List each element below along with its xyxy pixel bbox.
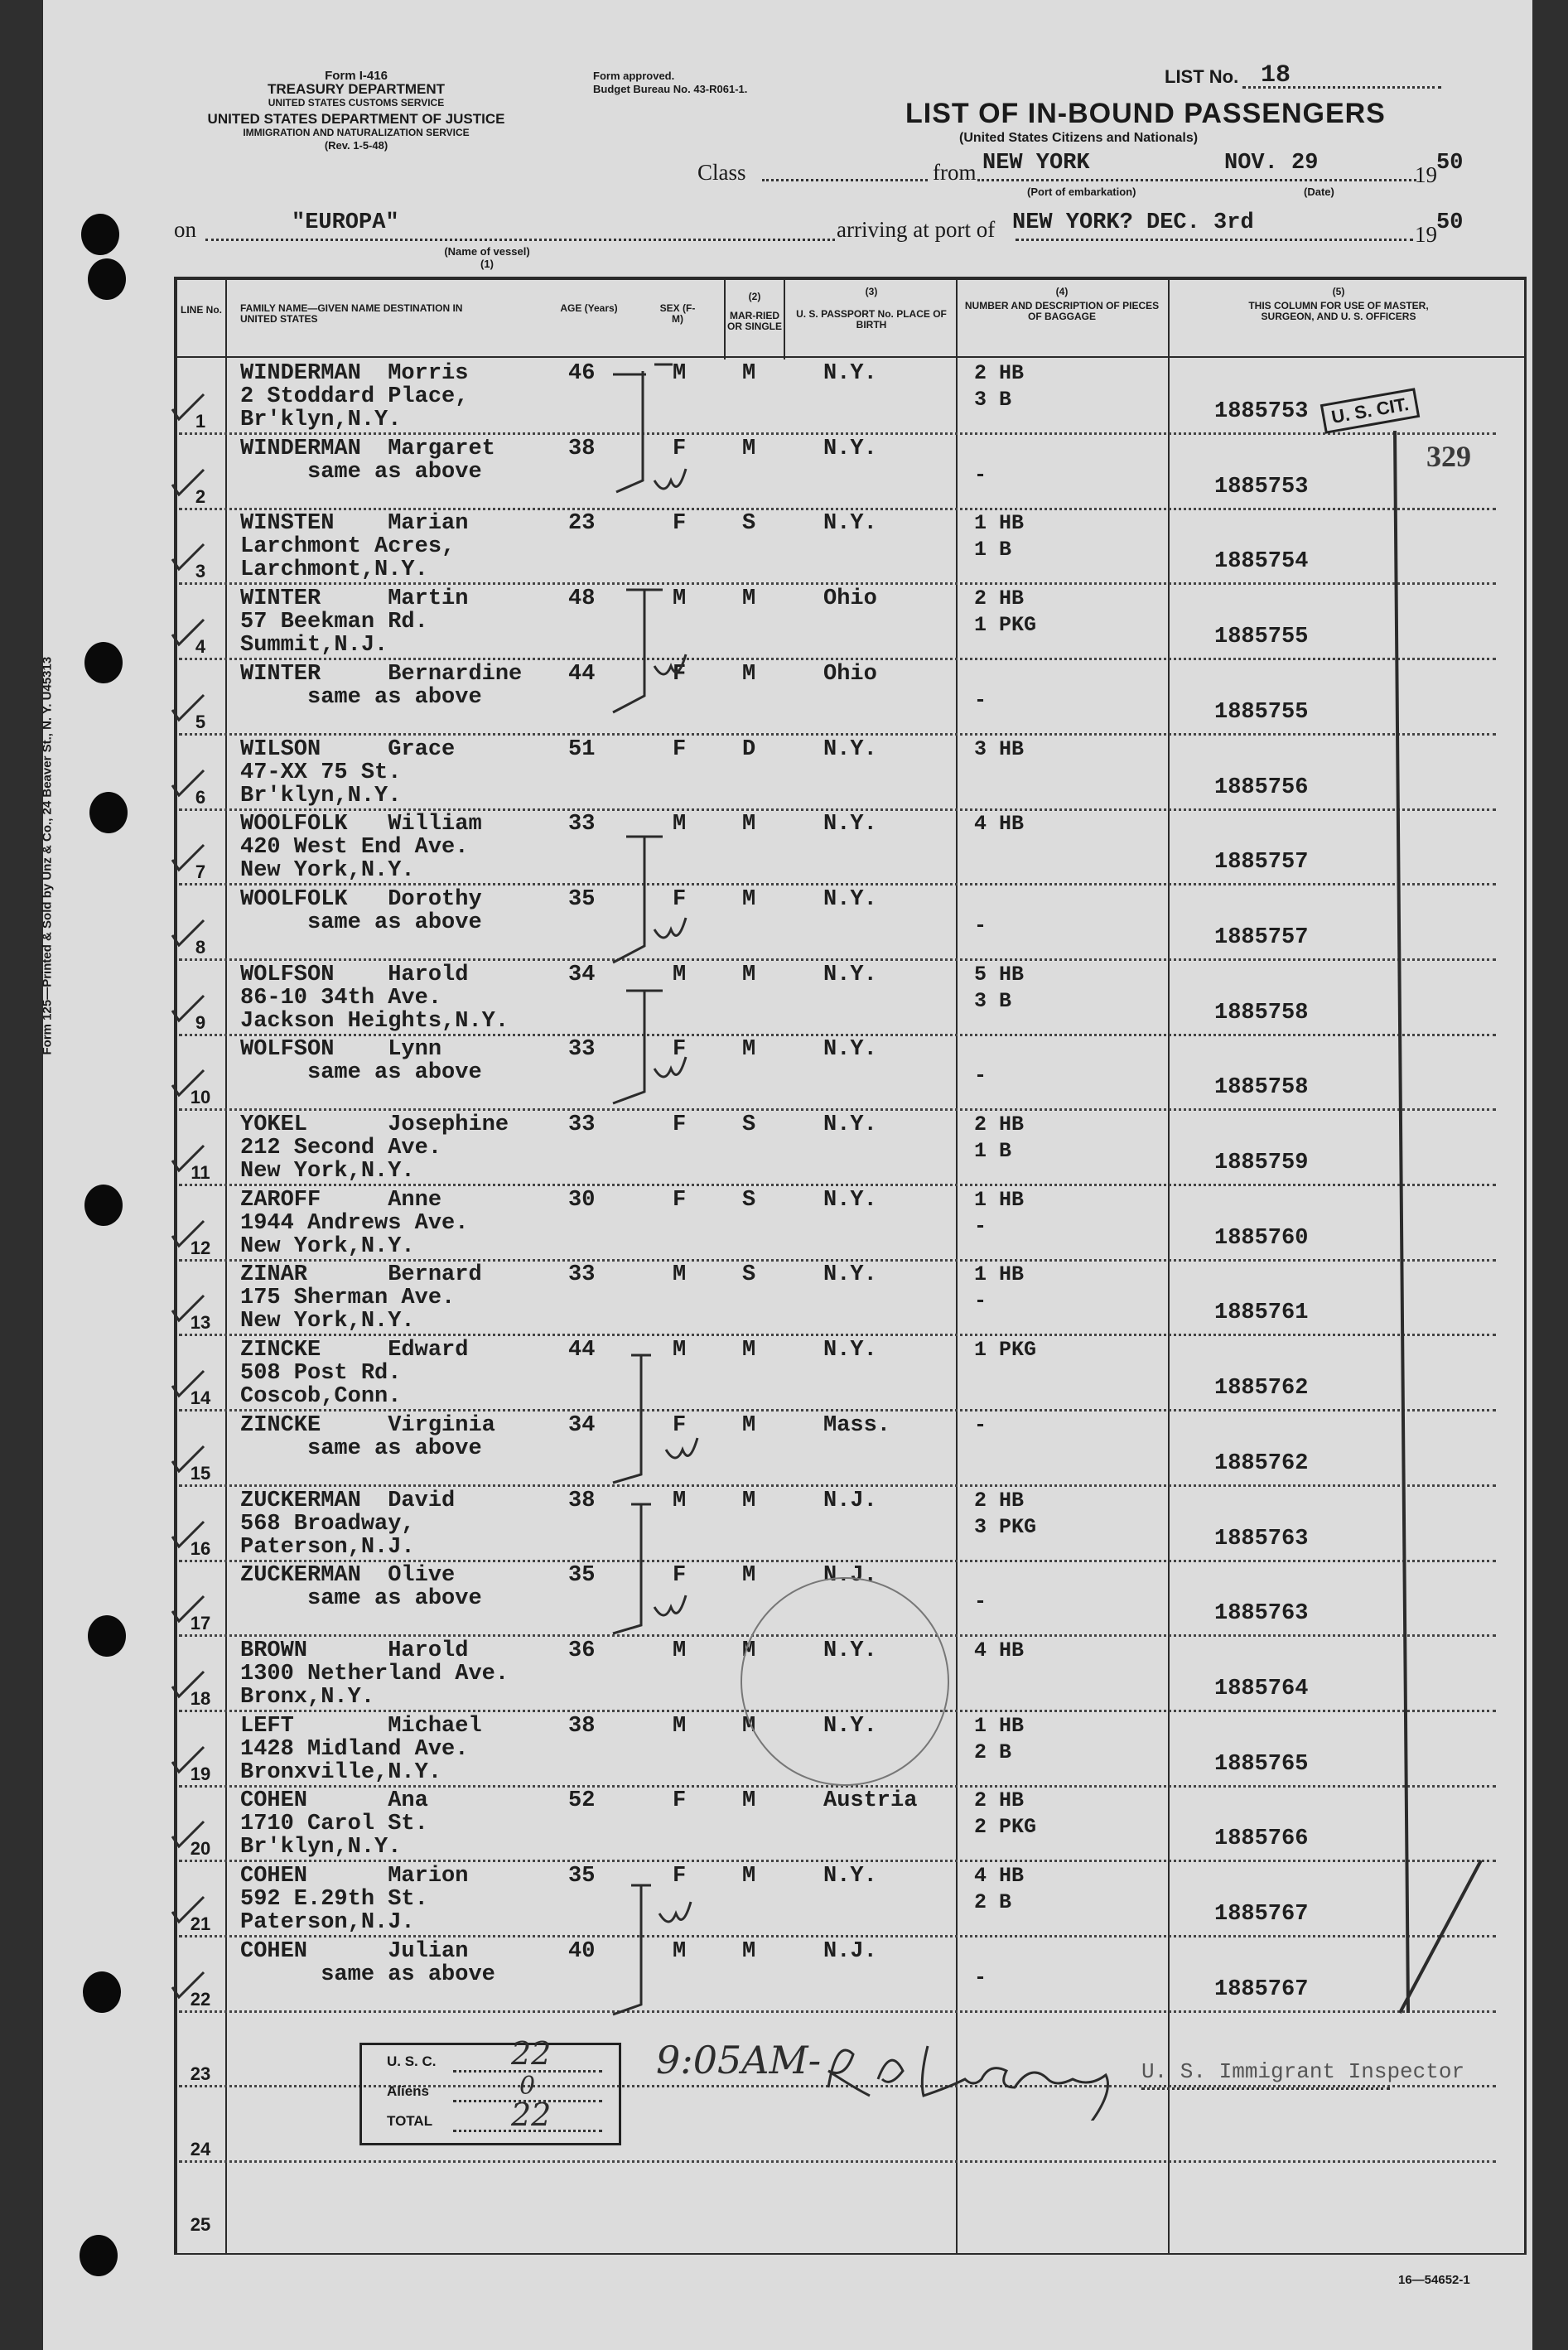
baggage-col-num: (4) xyxy=(1055,286,1069,297)
address-line: same as above xyxy=(240,684,482,710)
baggage-line-1: 3 HB xyxy=(974,736,1025,761)
footer-form-code: 16—54652-1 xyxy=(1398,2273,1470,2287)
sex-value: F xyxy=(673,1187,687,1213)
line-number: 12 xyxy=(190,1237,211,1258)
age-value: 52 xyxy=(568,1788,596,1814)
baggage-line-2: 1 B xyxy=(974,1139,1012,1163)
address-line: Larchmont Acres, xyxy=(240,534,456,560)
sex-value: M xyxy=(673,1338,687,1363)
officer-number: 1885758 xyxy=(1214,1075,1309,1101)
sex-value: M xyxy=(673,962,687,987)
baggage-line-2: 3 PKG xyxy=(974,1514,1037,1539)
sex-value: F xyxy=(673,1037,687,1063)
passenger-name: WINSTEN Marian xyxy=(240,511,469,537)
officer-number: 1885754 xyxy=(1214,549,1309,575)
line-number: 13 xyxy=(190,1312,211,1334)
city-line: Br'klyn,N.Y. xyxy=(240,408,402,432)
line-number: 15 xyxy=(190,1462,211,1484)
address-line: 568 Broadway, xyxy=(240,1511,415,1537)
place-of-birth: N.Y. xyxy=(823,1262,877,1288)
officer-number: 1885766 xyxy=(1214,1826,1309,1852)
form-approved: Form approved. xyxy=(593,70,675,82)
sex-value: F xyxy=(673,661,687,687)
address-line: same as above xyxy=(240,910,482,935)
line-number: 5 xyxy=(195,711,206,732)
line-number: 8 xyxy=(195,936,206,958)
total-value: 22 xyxy=(511,2097,552,2133)
age-value: 34 xyxy=(568,962,596,987)
officer-number: 1885759 xyxy=(1214,1151,1309,1175)
place-of-birth: N.J. xyxy=(823,1938,877,1964)
officer-number: 1885763 xyxy=(1214,1601,1309,1627)
age-value: 33 xyxy=(568,1112,596,1137)
sex-value: F xyxy=(673,1563,687,1589)
marital-status: M xyxy=(742,1638,756,1663)
officer-number: 1885767 xyxy=(1214,1902,1309,1927)
page-subtitle: (United States Citizens and Nationals) xyxy=(959,131,1199,145)
baggage-line-1: 1 HB xyxy=(974,1262,1025,1287)
line-number: 10 xyxy=(190,1087,211,1108)
baggage-line-2: - xyxy=(974,1064,987,1088)
baggage-line-2: - xyxy=(974,913,987,938)
line-number: 22 xyxy=(190,1988,211,2010)
officers-col-num: (5) xyxy=(1332,286,1345,297)
officer-number: 1885755 xyxy=(1214,625,1309,650)
sex-value: M xyxy=(673,1713,687,1739)
marital-status: M xyxy=(742,1938,756,1964)
city-line: Br'klyn,N.Y. xyxy=(240,783,402,808)
arrival-time-handwritten: 9:05AM- xyxy=(656,2038,822,2082)
baggage-line-2: 2 B xyxy=(974,1740,1012,1764)
age-value: 33 xyxy=(568,812,596,837)
line-number: 23 xyxy=(190,2063,211,2085)
place-of-birth: N.Y. xyxy=(823,812,877,837)
baggage-line-1: 2 HB xyxy=(974,1112,1025,1136)
sex-value: F xyxy=(673,1864,687,1889)
stamp-number-329: 329 xyxy=(1426,440,1471,473)
address-line: same as above xyxy=(240,1436,482,1461)
age-value: 33 xyxy=(568,1037,596,1063)
passport-col-num: (3) xyxy=(865,286,878,297)
marital-status: M xyxy=(742,661,756,687)
marital-status: M xyxy=(742,1037,756,1063)
address-line: same as above xyxy=(240,459,482,485)
baggage-line-2: 2 PKG xyxy=(974,1815,1037,1840)
colhead-name: FAMILY NAME—GIVEN NAME DESTINATION IN UNITED STATES xyxy=(240,302,463,325)
aliens-value: 0 xyxy=(519,2072,536,2101)
marital-status: M xyxy=(742,1488,756,1513)
from-label: from xyxy=(933,160,977,185)
sex-value: F xyxy=(673,1112,687,1137)
baggage-col-label: NUMBER AND DESCRIPTION OF PIECES OF BAGGAGE xyxy=(964,300,1160,322)
place-of-birth: N.Y. xyxy=(823,511,877,537)
colhead-age: AGE (Years) xyxy=(560,302,618,314)
place-of-birth: N.Y. xyxy=(823,1187,877,1213)
place-of-birth: Mass. xyxy=(823,1412,891,1438)
age-value: 30 xyxy=(568,1187,596,1213)
address-line: 212 Second Ave. xyxy=(240,1136,442,1161)
vessel-column-num: (1) xyxy=(480,258,494,270)
baggage-line-1: 2 HB xyxy=(974,1788,1025,1813)
marital-status: M xyxy=(742,1563,756,1589)
officer-number: 1885767 xyxy=(1214,1976,1309,2002)
place-of-birth: N.Y. xyxy=(823,1037,877,1063)
age-value: 51 xyxy=(568,736,596,762)
class-label: Class xyxy=(697,160,746,185)
passenger-name: ZINAR Bernard xyxy=(240,1262,482,1288)
line-number: 2 xyxy=(195,485,206,507)
page-title: LIST OF IN-BOUND PASSENGERS xyxy=(905,98,1386,129)
address-line: 508 Post Rd. xyxy=(240,1361,402,1387)
city-line: Br'klyn,N.Y. xyxy=(240,1835,402,1860)
officer-number: 1885765 xyxy=(1214,1751,1309,1777)
line-number: 16 xyxy=(190,1537,211,1559)
justice-dept: UNITED STATES DEPARTMENT OF JUSTICE xyxy=(207,111,505,127)
baggage-line-1: 2 HB xyxy=(974,361,1025,385)
married-col-label: MAR-RIED OR SINGLE xyxy=(727,310,783,332)
line-number: 20 xyxy=(190,1838,211,1860)
marital-status: M xyxy=(742,1713,756,1739)
marital-status: S xyxy=(742,1112,756,1137)
place-of-birth: Ohio xyxy=(823,586,877,612)
age-value: 46 xyxy=(568,361,596,386)
baggage-line-1: 2 HB xyxy=(974,586,1025,611)
date-caption: (Date) xyxy=(1304,186,1334,198)
sex-value: F xyxy=(673,886,687,912)
sex-value: F xyxy=(673,436,687,461)
sex-value: M xyxy=(673,1638,687,1663)
line-number: 3 xyxy=(195,561,206,582)
baggage-line-2: - xyxy=(974,1590,987,1614)
arrival-port-date: NEW YORK? DEC. 3rd xyxy=(1012,210,1254,235)
passenger-name: WOOLFOLK Dorothy xyxy=(240,886,482,912)
list-no-label: LIST No. xyxy=(1165,66,1239,87)
address-line: same as above xyxy=(240,1586,482,1612)
age-value: 38 xyxy=(568,1713,596,1739)
city-line: New York,N.Y. xyxy=(240,1309,415,1334)
line-number: 14 xyxy=(190,1387,211,1409)
sex-value: M xyxy=(673,586,687,612)
passenger-name: WOLFSON Lynn xyxy=(240,1037,442,1063)
sex-value: M xyxy=(673,361,687,386)
baggage-line-2: 3 B xyxy=(974,388,1012,412)
baggage-line-2: 1 PKG xyxy=(974,613,1037,638)
city-line: Coscob,Conn. xyxy=(240,1384,402,1410)
address-line: 2 Stoddard Place, xyxy=(240,384,469,409)
colhead-sex: SEX (F-M) xyxy=(659,302,696,325)
marital-status: M xyxy=(742,812,756,837)
age-value: 40 xyxy=(568,1938,596,1964)
place-of-birth: N.J. xyxy=(823,1563,877,1589)
departure-date: NOV. 29 xyxy=(1224,151,1319,176)
officer-number: 1885764 xyxy=(1214,1676,1309,1701)
officer-number: 1885758 xyxy=(1214,1000,1309,1025)
address-line: 1300 Netherland Ave. xyxy=(240,1661,509,1686)
revision-date: (Rev. 1-5-48) xyxy=(324,139,388,152)
baggage-line-1: 1 HB xyxy=(974,511,1025,536)
vessel-name: "EUROPA" xyxy=(292,210,399,235)
baggage-line-1: 2 HB xyxy=(974,1488,1025,1513)
usc-value: 22 xyxy=(511,2035,552,2072)
arrival-year-suffix: 50 xyxy=(1436,210,1464,235)
married-col-num: (2) xyxy=(748,291,761,302)
place-of-birth: N.Y. xyxy=(823,1638,877,1663)
city-line: Bronx,N.Y. xyxy=(240,1684,375,1710)
marital-status: M xyxy=(742,886,756,912)
line-number: 18 xyxy=(190,1687,211,1709)
address-line: 57 Beekman Rd. xyxy=(240,610,428,635)
age-value: 38 xyxy=(568,1488,596,1513)
sex-value: M xyxy=(673,1938,687,1964)
passenger-name: WILSON Grace xyxy=(240,736,456,762)
baggage-line-1: 5 HB xyxy=(974,962,1025,987)
inspector-label: U. S. Immigrant Inspector xyxy=(1141,2059,1465,2084)
arriving-label: arriving at port of xyxy=(837,217,996,242)
address-line: 47-XX 75 St. xyxy=(240,760,402,785)
inspector-signature xyxy=(820,2029,1151,2121)
city-line: Jackson Heights,N.Y. xyxy=(240,1008,509,1034)
place-of-birth: N.Y. xyxy=(823,436,877,461)
city-line: Larchmont,N.Y. xyxy=(240,557,428,583)
colhead-line-no: LINE No. xyxy=(181,304,222,316)
line-number: 17 xyxy=(190,1613,211,1634)
place-of-birth: N.Y. xyxy=(823,1338,877,1363)
us-citizen-stamp: U. S. CIT. xyxy=(1320,388,1421,434)
place-of-birth: N.Y. xyxy=(823,1713,877,1739)
marital-status: M xyxy=(742,1412,756,1438)
line-number: 21 xyxy=(190,1913,211,1934)
address-line: 1710 Carol St. xyxy=(240,1812,428,1837)
year-suffix: 50 xyxy=(1436,151,1464,176)
passenger-name: ZINCKE Edward xyxy=(240,1338,469,1363)
place-of-birth: Austria xyxy=(823,1788,918,1814)
baggage-line-1: 4 HB xyxy=(974,812,1025,837)
marital-status: S xyxy=(742,1262,756,1288)
marital-status: M xyxy=(742,1864,756,1889)
city-line: New York,N.Y. xyxy=(240,1159,415,1184)
age-value: 36 xyxy=(568,1638,596,1663)
city-line: Paterson,N.J. xyxy=(240,1910,415,1935)
age-value: 35 xyxy=(568,1864,596,1889)
total-label: TOTAL xyxy=(387,2113,433,2129)
marital-status: M xyxy=(742,361,756,386)
age-value: 35 xyxy=(568,886,596,912)
baggage-line-2: - xyxy=(974,1289,987,1314)
line-number: 11 xyxy=(191,1162,210,1183)
line-number: 24 xyxy=(190,2139,211,2160)
age-value: 34 xyxy=(568,1412,596,1438)
city-line: Paterson,N.J. xyxy=(240,1534,415,1560)
officer-number: 1885757 xyxy=(1214,850,1309,876)
officer-number: 1885757 xyxy=(1214,924,1309,950)
marital-status: S xyxy=(742,511,756,537)
customs-service: UNITED STATES CUSTOMS SERVICE xyxy=(268,97,445,109)
city-line: New York,N.Y. xyxy=(240,1233,415,1259)
marital-status: S xyxy=(742,1187,756,1213)
marital-status: M xyxy=(742,436,756,461)
city-line: Summit,N.J. xyxy=(240,633,388,659)
line-number: 4 xyxy=(195,636,206,658)
passenger-name: WINTER Martin xyxy=(240,586,469,612)
officer-number: 1885756 xyxy=(1214,774,1309,800)
marital-status: D xyxy=(742,736,756,762)
year-prefix: 19 xyxy=(1415,162,1437,187)
line-number: 9 xyxy=(195,1011,206,1033)
passport-col-label: U. S. PASSPORT No. PLACE OF BIRTH xyxy=(796,308,947,331)
officer-number: 1885753 xyxy=(1214,399,1309,424)
place-of-birth: N.Y. xyxy=(823,886,877,912)
address-line: 1944 Andrews Ave. xyxy=(240,1210,469,1236)
officer-number: 1885761 xyxy=(1214,1300,1309,1326)
baggage-line-2: - xyxy=(974,1214,987,1238)
baggage-line-1: 4 HB xyxy=(974,1864,1025,1888)
age-value: 23 xyxy=(568,511,596,537)
passenger-name: COHEN Marion xyxy=(240,1864,469,1889)
budget-bureau: Budget Bureau No. 43-R061-1. xyxy=(593,83,748,95)
address-line: 86-10 34th Ave. xyxy=(240,985,442,1011)
aliens-label: Aliens xyxy=(387,2083,430,2099)
address-line: 420 West End Ave. xyxy=(240,835,469,861)
officer-number: 1885762 xyxy=(1214,1376,1309,1402)
totals-box xyxy=(359,2035,621,2145)
passenger-name: ZAROFF Anne xyxy=(240,1187,442,1213)
passenger-name: ZUCKERMAN David xyxy=(240,1488,456,1513)
line-number: 7 xyxy=(195,861,206,883)
baggage-line-1: 1 PKG xyxy=(974,1338,1037,1363)
place-of-birth: N.Y. xyxy=(823,736,877,762)
line-number: 25 xyxy=(190,2213,211,2235)
baggage-line-2: 2 B xyxy=(974,1890,1012,1914)
age-value: 33 xyxy=(568,1262,596,1288)
sex-value: F xyxy=(673,1788,687,1814)
baggage-line-2: - xyxy=(974,462,987,487)
ins-service: IMMIGRATION AND NATURALIZATION SERVICE xyxy=(243,127,470,138)
passenger-name: COHEN Julian xyxy=(240,1938,469,1964)
baggage-line-2: 1 B xyxy=(974,538,1012,562)
line-number: 1 xyxy=(195,411,206,432)
baggage-line-2: - xyxy=(974,688,987,712)
marital-status: M xyxy=(742,1788,756,1814)
city-line: New York,N.Y. xyxy=(240,858,415,884)
marital-status: M xyxy=(742,962,756,987)
age-value: 44 xyxy=(568,661,596,687)
age-value: 48 xyxy=(568,586,596,612)
port-embarkation-caption: (Port of embarkation) xyxy=(1027,186,1136,198)
age-value: 35 xyxy=(568,1563,596,1589)
sex-value: F xyxy=(673,511,687,537)
form-number: Form I-416 xyxy=(325,69,388,83)
passenger-name: WOLFSON Harold xyxy=(240,962,469,987)
address-line: 1428 Midland Ave. xyxy=(240,1736,469,1762)
passenger-name: WINDERMAN Margaret xyxy=(240,436,495,461)
officer-number: 1885760 xyxy=(1214,1225,1309,1251)
sex-value: M xyxy=(673,1262,687,1288)
baggage-line-1: 4 HB xyxy=(974,1638,1025,1662)
address-line: same as above xyxy=(240,1962,495,1987)
passenger-name: WOOLFOLK William xyxy=(240,812,482,837)
baggage-line-2: - xyxy=(974,1965,987,1990)
sex-value: F xyxy=(673,736,687,762)
usc-label: U. S. C. xyxy=(387,2053,437,2069)
address-line: same as above xyxy=(240,1060,482,1086)
list-no-value: 18 xyxy=(1261,61,1291,89)
passenger-name: ZINCKE Virginia xyxy=(240,1412,495,1438)
sex-value: M xyxy=(673,812,687,837)
baggage-line-1: - xyxy=(974,1412,987,1437)
place-of-birth: N.Y. xyxy=(823,962,877,987)
marital-status: M xyxy=(742,586,756,612)
age-value: 38 xyxy=(568,436,596,461)
passenger-name: LEFT Michael xyxy=(240,1713,482,1739)
passenger-name: BROWN Harold xyxy=(240,1638,469,1663)
baggage-line-1: 1 HB xyxy=(974,1713,1025,1738)
place-of-birth: N.Y. xyxy=(823,1864,877,1889)
baggage-line-1: 1 HB xyxy=(974,1187,1025,1212)
passenger-name: WINDERMAN Morris xyxy=(240,361,469,386)
place-of-birth: N.Y. xyxy=(823,1112,877,1137)
passenger-name: COHEN Ana xyxy=(240,1788,428,1814)
officer-number: 1885763 xyxy=(1214,1526,1309,1551)
sex-value: M xyxy=(673,1488,687,1513)
side-printer-text: Form 125—Printed & Sold by Unz & Co., 24 Beaver St., N. Y. U45313 xyxy=(40,656,55,1055)
passenger-name: ZUCKERMAN Olive xyxy=(240,1563,456,1589)
passenger-name: WINTER Bernardine xyxy=(240,661,523,687)
address-line: 592 E.29th St. xyxy=(240,1887,428,1912)
city-line: Bronxville,N.Y. xyxy=(240,1759,442,1785)
arrival-year-prefix: 19 xyxy=(1415,222,1437,247)
officer-number: 1885755 xyxy=(1214,699,1309,725)
baggage-line-2: 3 B xyxy=(974,988,1012,1013)
place-of-birth: N.J. xyxy=(823,1488,877,1513)
line-number: 6 xyxy=(195,786,206,808)
place-of-birth: N.Y. xyxy=(823,361,877,386)
line-number: 19 xyxy=(190,1763,211,1784)
marital-status: M xyxy=(742,1338,756,1363)
age-value: 44 xyxy=(568,1338,596,1363)
officers-col-label: THIS COLUMN FOR USE OF MASTER, SURGEON, AND U. S. OFFICERS xyxy=(1248,300,1429,322)
vessel-caption-text: (Name of vessel) xyxy=(444,245,530,258)
treasury-dept: TREASURY DEPARTMENT xyxy=(267,81,446,97)
from-port: NEW YORK xyxy=(982,151,1090,176)
officer-number: 1885753 xyxy=(1214,474,1309,499)
on-label: on xyxy=(174,217,196,242)
sex-value: F xyxy=(673,1412,687,1438)
officer-number: 1885762 xyxy=(1214,1450,1309,1476)
place-of-birth: Ohio xyxy=(823,661,877,687)
passenger-name: YOKEL Josephine xyxy=(240,1112,509,1137)
address-line: 175 Sherman Ave. xyxy=(240,1286,456,1311)
